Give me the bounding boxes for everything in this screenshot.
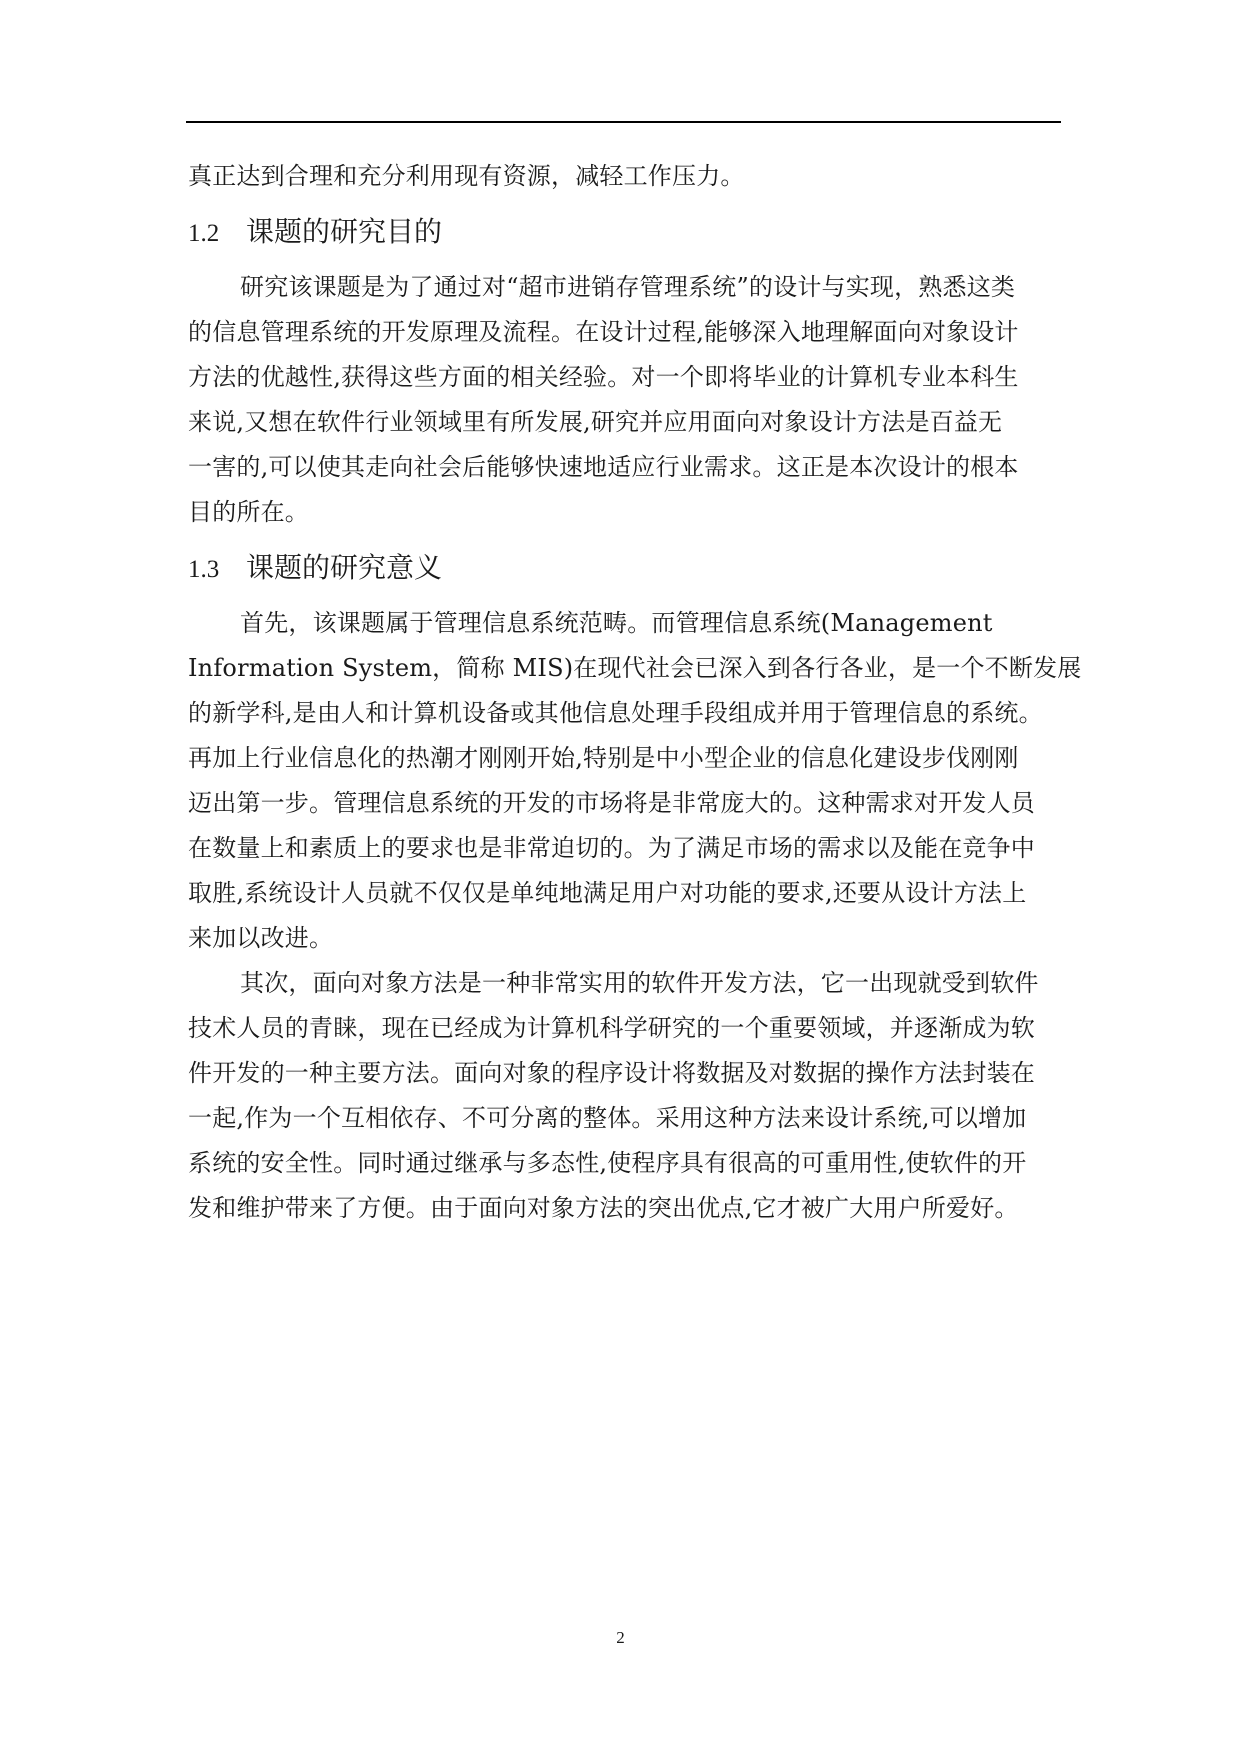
paragraph-line: 一起,作为一个互相依存、不可分离的整体。采用这种方法来设计系统,可以增加	[188, 1104, 1027, 1132]
paragraph-line: 系统的安全性。同时通过继承与多态性,使程序具有很高的可重用性,使软件的开	[188, 1149, 1027, 1177]
paragraph-line: 其次，面向对象方法是一种非常实用的软件开发方法，它一出现就受到软件	[240, 969, 1039, 997]
paragraph-line: 研究该课题是为了通过对“超市进销存管理系统”的设计与实现，熟悉这类	[240, 273, 1016, 301]
page-body	[188, 154, 1082, 1231]
paragraph-line: 技术人员的青睐，现在已经成为计算机科学研究的一个重要领域，并逐渐成为软	[188, 1014, 1035, 1042]
paragraph-line: Information System，简称 MIS)在现代社会已深入到各行各业，是一个不断发展	[188, 654, 1082, 682]
paragraph-line: 发和维护带来了方便。由于面向对象方法的突出优点,它才被广大用户所爱好。	[188, 1194, 1019, 1222]
paragraph-line: 在数量上和素质上的要求也是非常迫切的。为了满足市场的需求以及能在竞争中	[188, 834, 1035, 862]
header-rule	[186, 121, 1061, 123]
paragraph-line: 迈出第一步。管理信息系统的开发的市场将是非常庞大的。这种需求对开发人员	[188, 789, 1035, 817]
paragraph-line: 件开发的一种主要方法。面向对象的程序设计将数据及对数据的操作方法封装在	[188, 1059, 1035, 1087]
paragraph-line: 的信息管理系统的开发原理及流程。在设计过程,能够深入地理解面向对象设计	[188, 318, 1019, 346]
continuation-line: 真正达到合理和充分利用现有资源，减轻工作压力。	[188, 162, 745, 190]
section-heading-1-2	[188, 205, 1058, 259]
section-number: 1.3	[188, 556, 220, 583]
paragraph-line: 来说,又想在软件行业领域里有所发展,研究并应用面向对象设计方法是百益无	[188, 408, 1003, 436]
paragraph-research-purpose	[188, 265, 1058, 535]
paragraph-line: 来加以改进。	[188, 924, 334, 952]
paragraph-line: 的新学科,是由人和计算机设备或其他信息处理手段组成并用于管理信息的系统。	[188, 699, 1043, 727]
page-number: 2	[616, 1628, 625, 1647]
paragraph-research-significance-1	[188, 601, 1082, 961]
paragraph-line: 取胜,系统设计人员就不仅仅是单纯地满足用户对功能的要求,还要从设计方法上	[188, 879, 1027, 907]
paragraph-line: 方法的优越性,获得这些方面的相关经验。对一个即将毕业的计算机专业本科生	[188, 363, 1019, 391]
paragraph-line: 首先，该课题属于管理信息系统范畴。而管理信息系统(Management	[240, 609, 993, 637]
paragraph-line: 一害的,可以使其走向社会后能够快速地适应行业需求。这正是本次设计的根本	[188, 453, 1019, 481]
paragraph-line: 目的所在。	[188, 498, 309, 526]
section-title: 课题的研究意义	[246, 551, 443, 584]
section-title: 课题的研究目的	[246, 215, 443, 248]
paragraph-line: 再加上行业信息化的热潮才刚刚开始,特别是中小型企业的信息化建设步伐刚刚	[188, 744, 1019, 772]
section-heading-1-3	[188, 541, 1058, 595]
section-number: 1.2	[188, 220, 220, 247]
paragraph-research-significance-2	[188, 961, 1058, 1231]
